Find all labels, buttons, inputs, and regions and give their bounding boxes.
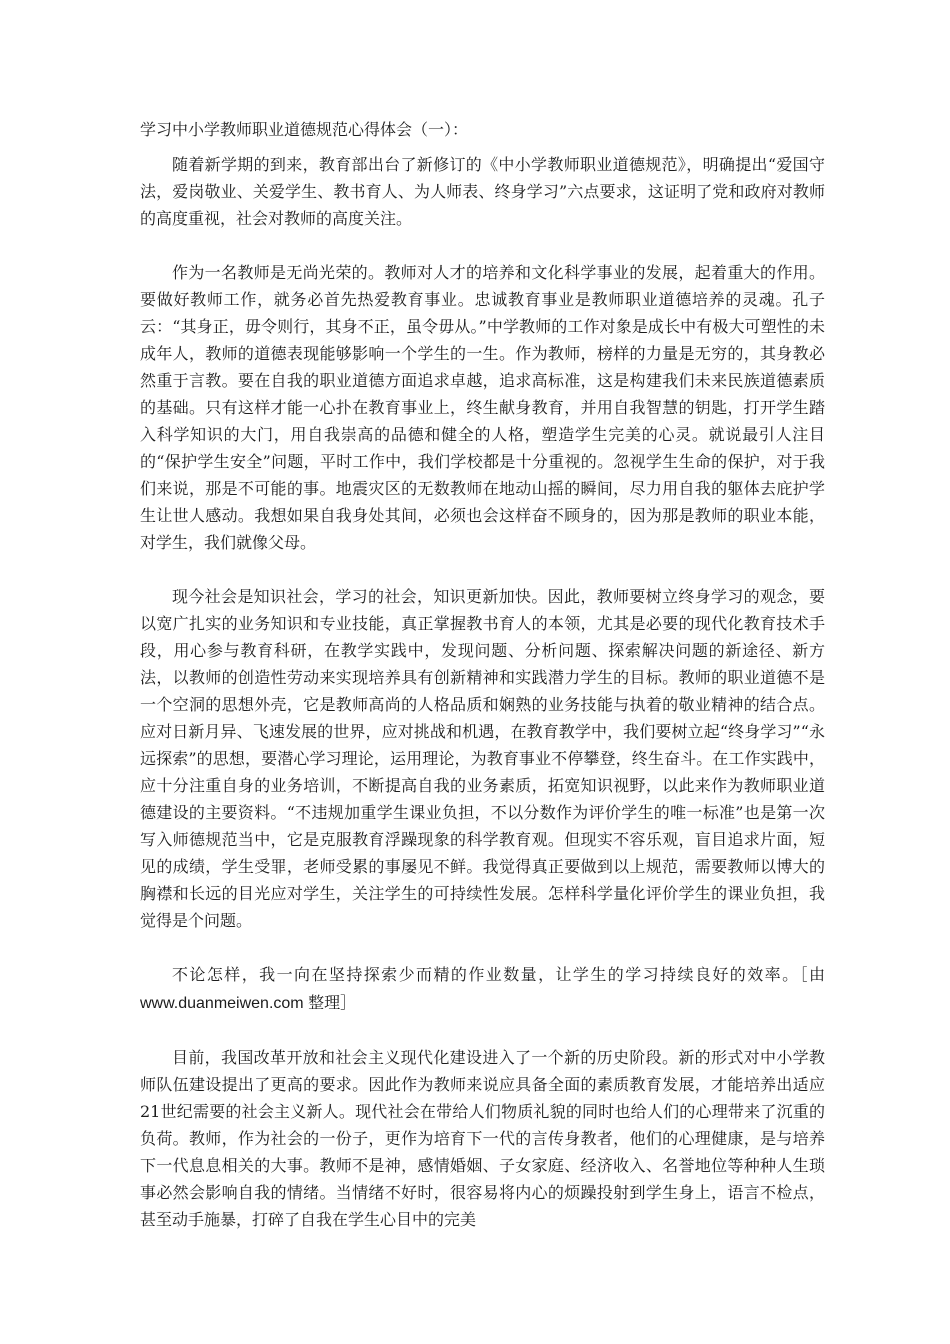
source-note: ［由 www.duanmeiwen.com 整理］: [140, 967, 825, 1012]
paragraph: 作为一名教师是无尚光荣的。教师对人才的培养和文化科学事业的发展，起着重大的作用。要做好教师工作，就务必首先热爱教育事业。忠诚教育事业是教师职业道德培养的灵魂。孔子云：“其身正，毋令则行，其身不正，虽令毋从。”中学教师的工作对象是成长中有极大可塑性的未成年人，教师的道德表现能够影响一个学生的一生。作为教师，榜样的力量是无穷的，其身教必然重于言教。要在自我的职业道德方面追求卓越，追求高标准，这是构建我们未来民族道德素质的基础。只有这样才能一心扑在教育事业上，终生献身教育，并用自我智慧的钥匙，打开学生踏入科学知识的大门，用自我崇高的品德和健全的人格，塑造学生完美的心灵。就说最引人注目的“保护学生安全”问题，平时工作中，我们学校都是十分重视的。忽视学生生命的保护，对于我们来说，那是不可能的事。地震灾区的无数教师在地动山摇的瞬间，尽力用自我的躯体去庇护学生让世人感动。我想如果自我身处其间，必须也会这样奋不顾身的，因为那是教师的职业本能，对学生，我们就像父母。: [140, 263, 825, 552]
paragraph: 随着新学期的到来，教育部出台了新修订的《中小学教师职业道德规范》，明确提出“爱国守法，爱岗敬业、关爱学生、教书育人、为人师表、终身学习”六点要求，这证明了党和政府对教师的高度重视，社会对教师的高度关注。: [140, 155, 825, 228]
document-title: 学习中小学教师职业道德规范心得体会（一）：: [140, 120, 469, 139]
paragraph: 现今社会是知识社会，学习的社会，知识更新加快。因此，教师要树立终身学习的观念，要以宽广扎实的业务知识和专业技能，真正掌握教书育人的本领，尤其是必要的现代化教育技术手段，用心参与教育科研，在教学实践中，发现问题、分析问题、探索解决问题的新途径、新方法，以教师的创造性劳动来实现培养具有创新精神和实践潜力学生的目标。教师的职业道德不是一个空洞的思想外壳，它是教师高尚的人格品质和娴熟的业务技能与执着的敬业精神的结合点。应对日新月异、飞速发展的世界，应对挑战和机遇，在教育教学中，我们要树立起“终身学习”“永远探索”的思想，要潜心学习理论，运用理论，为教育事业不停攀登，终生奋斗。在工作实践中，应十分注重自身的业务培训，不断提高自我的业务素质，拓宽知识视野，以此来作为教师职业道德建设的主要资料。“不违规加重学生课业负担，不以分数作为评价学生的唯一标准”也是第一次写入师德规范当中，它是克服教育浮躁现象的科学教育观。但现实不容乐观，盲目追求片面，短见的成绩，学生受罪，老师受累的事屡见不鲜。我觉得真正要做到以上规范，需要教师以博大的胸襟和长远的目光应对学生，关注学生的可持续性发展。怎样科学量化评价学生的课业负担，我觉得是个问题。: [140, 587, 825, 930]
document-body: [140, 116, 825, 1233]
paragraph: 目前，我国改革开放和社会主义现代化建设进入了一个新的历史阶段。新的形式对中小学教师队伍建设提出了更高的要求。因此作为教师来说应具备全面的素质教育发展，才能培养出适应21世纪需要的社会主义新人。现代社会在带给人们物质礼貌的同时也给人们的心理带来了沉重的负荷。教师，作为社会的一份子，更作为培育下一代的言传身教者，他们的心理健康，是与培养下一代息息相关的大事。教师不是神，感情婚姻、子女家庭、经济收入、名誉地位等种种人生琐事必然会影响自我的情绪。当情绪不好时，很容易将内心的烦躁投射到学生身上，语言不检点，甚至动手施暴，打碎了自我在学生心目中的完美: [140, 1048, 825, 1229]
paragraph-with-source: [140, 961, 825, 1017]
paragraph-text: 不论怎样，我一向在坚持探索少而精的作业数量，让学生的学习持续良好的效率。: [172, 965, 800, 984]
